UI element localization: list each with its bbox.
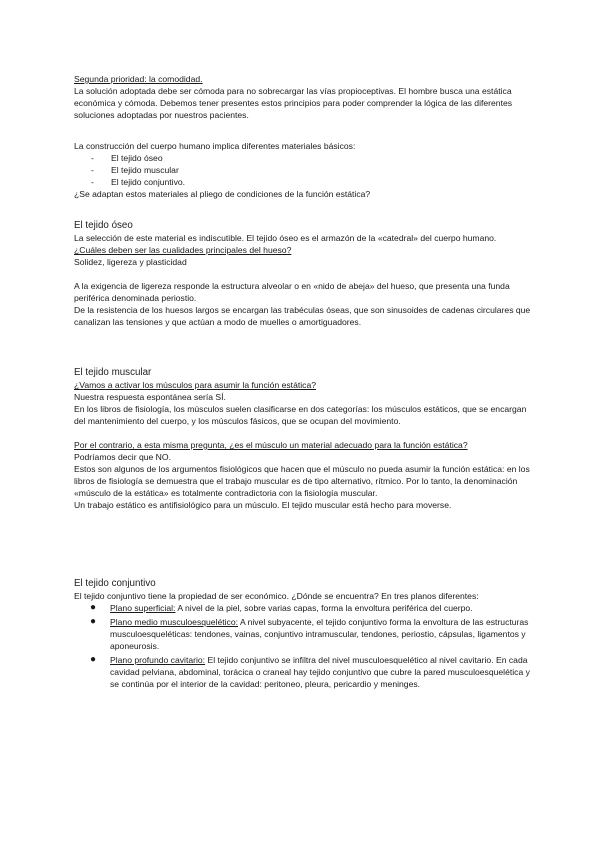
list-item: - El tejido óseo (74, 152, 534, 164)
list-item (74, 654, 534, 690)
question-materiales: ¿Se adaptan estos materiales al pliego de condiciones de la función estática? (74, 189, 371, 199)
list-item (74, 602, 534, 614)
answer-hueso: Solidez, ligereza y plasticidad (74, 257, 187, 267)
paragraph-muscular-1: En los libros de fisiología, los músculos suelen clasificarse en dos categorías: los músculos estáticos, que se encargan del mantenimiento del cuerpo, y los músculos fásicos, que se ocupan del movimiento. (74, 404, 527, 426)
question-hueso: ¿Cuáles deben ser las cualidades principales del hueso? (74, 245, 292, 255)
heading-segunda-prioridad: Segunda prioridad: la comodidad. (74, 74, 203, 84)
answer-musculos: Nuestra respuesta espontánea sería SÍ. (74, 392, 226, 402)
list-item-text: A nivel de la piel, sobre varias capas, forma la envoltura periférica del cuerpo. (175, 603, 473, 613)
list-item (74, 616, 534, 652)
paragraph-materiales-intro: La construcción del cuerpo humano implica diferentes materiales básicos: (74, 141, 356, 151)
question-musculos: ¿Vamos a activar los músculos para asumir la función estática? (74, 380, 317, 390)
section-title-muscular: El tejido muscular (74, 367, 152, 378)
paragraph-comodidad: La solución adoptada debe ser cómoda para no sobrecargar las vías propioceptivas. El hombre busca una estática económica y cómoda. Debemos tener presentes estos principios para poder comprender la lógica de las diferentes soluciones adoptadas por nuestros pacientes. (74, 86, 513, 120)
list-item-label: Plano profundo cavitario: (110, 655, 206, 665)
section-tejido-muscular (74, 366, 534, 511)
section-materiales (74, 140, 534, 200)
bullet-icon: ● (90, 602, 97, 613)
question-musculo-adecuado: Por el contrario, a esta misma pregunta, ¿es el músculo un material adecuado para la función estática? (74, 440, 468, 450)
list-item: - El tejido muscular (74, 164, 534, 176)
answer-musculo-adecuado: Podríamos decir que NO. (74, 452, 171, 462)
list-item-text: El tejido conjuntivo se infiltra del nivel musculoesquelético al nivel cavitario. En cada cavidad pelviana, abdominal, torácica o craneal hay tejido conjuntivo que cubre la pared musculoesquelética y se continúa por el interior de la cavidad: peritoneo, pleura, pericardio y meninges. (110, 655, 530, 689)
paragraph-muscular-3: Un trabajo estático es antifisiológico para un músculo. El tejido muscular está hecho para moverse. (74, 500, 452, 510)
list-item-label: Plano superficial: (110, 603, 176, 613)
paragraph-oseo-2: A la exigencia de ligereza responde la estructura alveolar o en «nido de abeja» del hueso, que presenta una funda periférica denominada periostio. (74, 281, 510, 303)
materials-list (74, 152, 534, 188)
list-item-label: Plano medio musculoesquelético: (110, 617, 239, 627)
planes-list (74, 602, 534, 690)
paragraph-oseo-3: De la resistencia de los huesos largos se encargan las trabéculas óseas, que son sinusoides de cadenas circulares que canalizan las tensiones y que actúan a modo de muelles o amortiguadores. (74, 305, 531, 327)
bullet-icon: ● (90, 654, 97, 665)
paragraph-muscular-2: Estos son algunos de los argumentos fisiológicos que hacen que el músculo no pueda asumir la función estática: en los libros de fisiología se demuestra que el trabajo muscular es de tipo alternativo, rítmico. Por lo tanto, la denominación «músculo de la estática» es totalmente contradictoria con la fisiología muscular. (74, 464, 530, 498)
section-tejido-conjuntivo (74, 577, 534, 692)
paragraph-conjuntivo-1: El tejido conjuntivo tiene la propiedad de ser económico. ¿Dónde se encuentra? En tres planos diferentes: (74, 591, 479, 601)
bullet-icon: ● (90, 616, 97, 627)
section-comodidad (74, 73, 534, 121)
section-tejido-oseo (74, 219, 534, 328)
list-item-text: A nivel subyacente, el tejido conjuntivo forma la envoltura de las estructuras musculoesqueléticas: tendones, vainas, conjuntivo intramuscular, tendones, periostio, cápsulas, ligamentos y aponeurosis. (110, 617, 529, 651)
section-title-oseo: El tejido óseo (74, 220, 133, 231)
list-item: - El tejido conjuntivo. (74, 176, 534, 188)
paragraph-oseo-1: La selección de este material es indiscutible. El tejido óseo es el armazón de la «catedral» del cuerpo humano. (74, 233, 497, 243)
section-title-conjuntivo: El tejido conjuntivo (74, 578, 156, 589)
